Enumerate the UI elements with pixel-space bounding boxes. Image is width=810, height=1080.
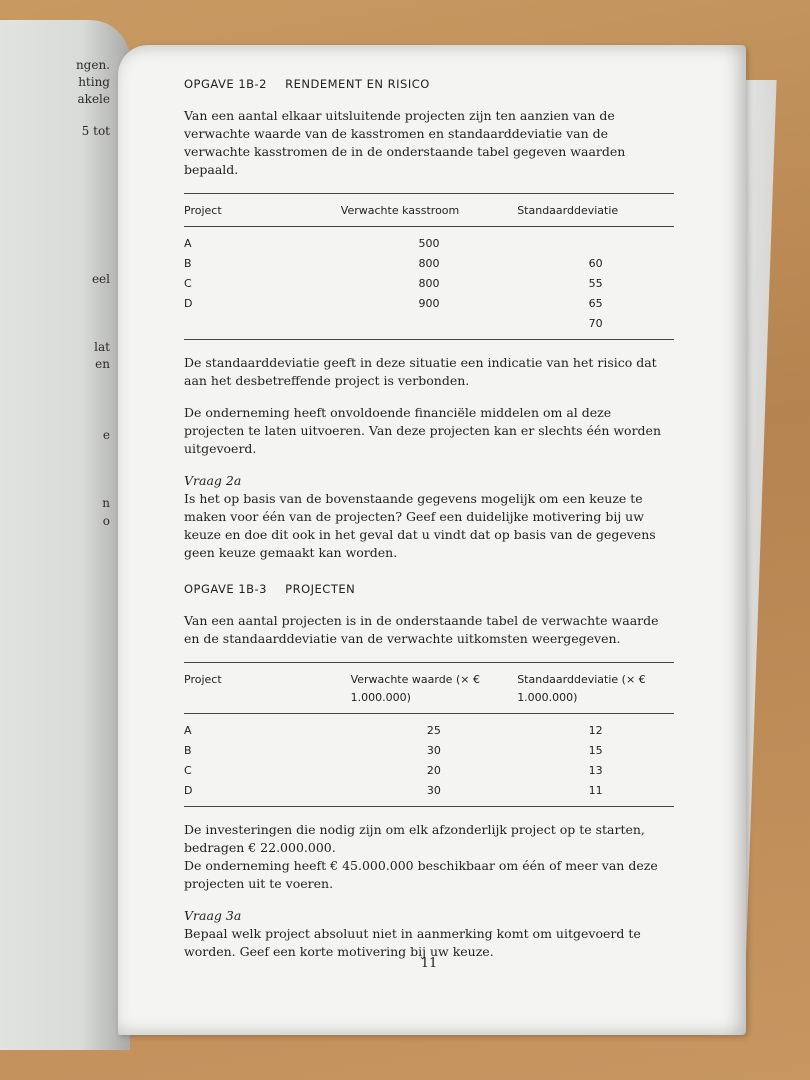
paragraph: De onderneming heeft € 45.000.000 beschikbaar om één of meer van deze projecten uit te voeren. [184, 858, 658, 891]
left-fragment: akele [77, 92, 110, 106]
page-number: 11 [420, 956, 438, 971]
table-cell: 25 [426, 724, 441, 737]
table-cell: 12 [588, 724, 603, 737]
left-fragment: o [102, 514, 110, 528]
table-cell: A [184, 724, 192, 737]
table-header: Verwachte kasstroom [340, 204, 460, 217]
table-header: Project [184, 673, 222, 686]
book-page [118, 45, 746, 1035]
table-row [184, 274, 674, 294]
section-name: PROJECTEN [285, 582, 356, 596]
table-cell: 30 [426, 744, 441, 757]
data-table-1b3 [184, 662, 674, 807]
paragraph: De onderneming heeft onvoldoende financiële middelen om al deze projecten te laten uitvoeren. Van deze projecten kan er slechts één worden uitgevoerd. [184, 405, 662, 456]
left-fragment: n [102, 496, 110, 510]
table-cell: 70 [588, 317, 603, 330]
table-cell: 500 [418, 237, 440, 250]
paragraph: De investeringen die nodig zijn om elk afzonderlijk project op te starten, bedragen € 22.000.000. [184, 822, 645, 855]
table-row [184, 741, 674, 761]
paragraph: Van een aantal projecten is in de onderstaande tabel de verwachte waarde en de standaarddeviatie van de verwachte uitkomsten weergegeven. [184, 613, 659, 646]
page-content [184, 75, 674, 975]
table-row [184, 781, 674, 807]
table-cell: 900 [418, 297, 440, 310]
table-row [184, 294, 674, 314]
table-cell: A [184, 237, 192, 250]
left-fragment: hting [78, 75, 110, 89]
left-fragment: ngen. [75, 58, 110, 72]
data-table-1b2 [184, 193, 674, 340]
table-cell: 20 [426, 764, 441, 777]
section-number: OPGAVE 1B-3 [184, 582, 267, 596]
section-number: OPGAVE 1B-2 [184, 77, 267, 91]
table-header: Verwachte waarde (× € 1.000.000) [350, 673, 480, 704]
section-title-1b2 [184, 75, 674, 93]
table-cell: B [184, 744, 192, 757]
table-cell: 65 [588, 297, 603, 310]
table-cell: D [184, 784, 193, 797]
table-header: Standaarddeviatie [517, 204, 619, 217]
section-name: RENDEMENT EN RISICO [285, 77, 430, 91]
table-cell: 800 [418, 277, 440, 290]
table-row [184, 714, 674, 742]
left-page [0, 20, 130, 1050]
table-row [184, 314, 674, 340]
section-title-1b3 [184, 580, 674, 598]
table-cell: B [184, 257, 192, 270]
table-cell: 800 [418, 257, 440, 270]
question-text: Bepaal welk project absoluut niet in aanmerking komt om uitgevoerd te worden. Geef een korte motivering bij uw keuze. [184, 926, 641, 959]
table-cell: 15 [588, 744, 603, 757]
table-cell: 30 [426, 784, 441, 797]
table-cell: 11 [588, 784, 603, 797]
question-text: Is het op basis van de bovenstaande gegevens mogelijk om een keuze te maken voor één van de projecten? Geef een duidelijke motivering bij uw keuze en doe dit ook in het geval dat u vindt dat op basis van de gegevens geen keuze gemaakt kan worden. [184, 491, 656, 560]
table-cell: 60 [588, 257, 603, 270]
left-fragment: en [95, 357, 110, 371]
table-cell: D [184, 297, 193, 310]
table-header: Project [184, 204, 222, 217]
table-cell [517, 227, 674, 255]
table-cell [341, 314, 517, 340]
table-cell: 55 [588, 277, 603, 290]
table-row [184, 761, 674, 781]
question-label: Vraag 3a [184, 908, 242, 923]
paragraph: Van een aantal elkaar uitsluitende projecten zijn ten aanzien van de verwachte waarde van de kasstromen en standaarddeviatie van de verwachte kasstromen de in de onderstaande tabel gegeven waarden bepaald. [184, 108, 626, 177]
table-cell: 13 [588, 764, 603, 777]
question-label: Vraag 2a [184, 473, 242, 488]
table-row [184, 254, 674, 274]
left-fragment: eel [91, 272, 110, 286]
table-cell: C [184, 764, 192, 777]
table-cell [184, 314, 341, 340]
table-row [184, 227, 674, 255]
paragraph: De standaarddeviatie geeft in deze situatie een indicatie van het risico dat aan het desbetreffende project is verbonden. [184, 355, 657, 388]
table-cell: C [184, 277, 192, 290]
left-fragment: lat [94, 340, 110, 354]
table-header: Standaarddeviatie (× € 1.000.000) [517, 673, 646, 704]
left-fragment: 5 tot [81, 124, 110, 138]
left-fragment: e [102, 428, 110, 442]
